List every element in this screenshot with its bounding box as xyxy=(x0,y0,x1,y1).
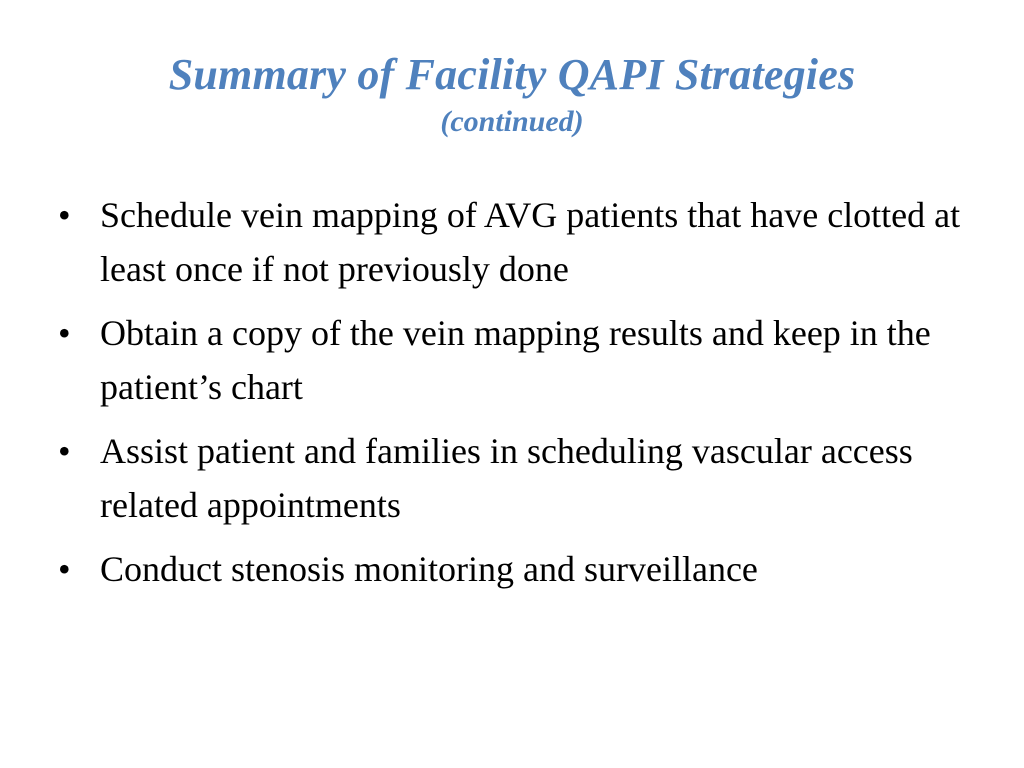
slide-title xyxy=(0,46,1024,140)
bullet-point-icon: • xyxy=(58,431,71,471)
bullet-point-icon: • xyxy=(58,549,71,589)
bullet-text: Obtain a copy of the vein mapping results and keep in the patient’s chart xyxy=(100,313,931,407)
bullet-list xyxy=(58,188,978,606)
bullet-point-icon: • xyxy=(58,313,71,353)
bullet-item-results-copy xyxy=(58,306,978,414)
bullet-text: Assist patient and families in scheduling vascular access related appointments xyxy=(100,431,913,525)
title-subtitle: (continued) xyxy=(440,105,584,138)
bullet-point-icon: • xyxy=(58,195,71,235)
bullet-item-stenosis-monitoring xyxy=(58,542,978,596)
bullet-text: Conduct stenosis monitoring and surveillance xyxy=(100,549,758,589)
bullet-item-assist-scheduling xyxy=(58,424,978,532)
bullet-text: Schedule vein mapping of AVG patients that have clotted at least once if not previously done xyxy=(100,195,961,289)
bullet-item-vein-mapping xyxy=(58,188,978,296)
title-main: Summary of Facility QAPI Strategies xyxy=(168,50,856,99)
